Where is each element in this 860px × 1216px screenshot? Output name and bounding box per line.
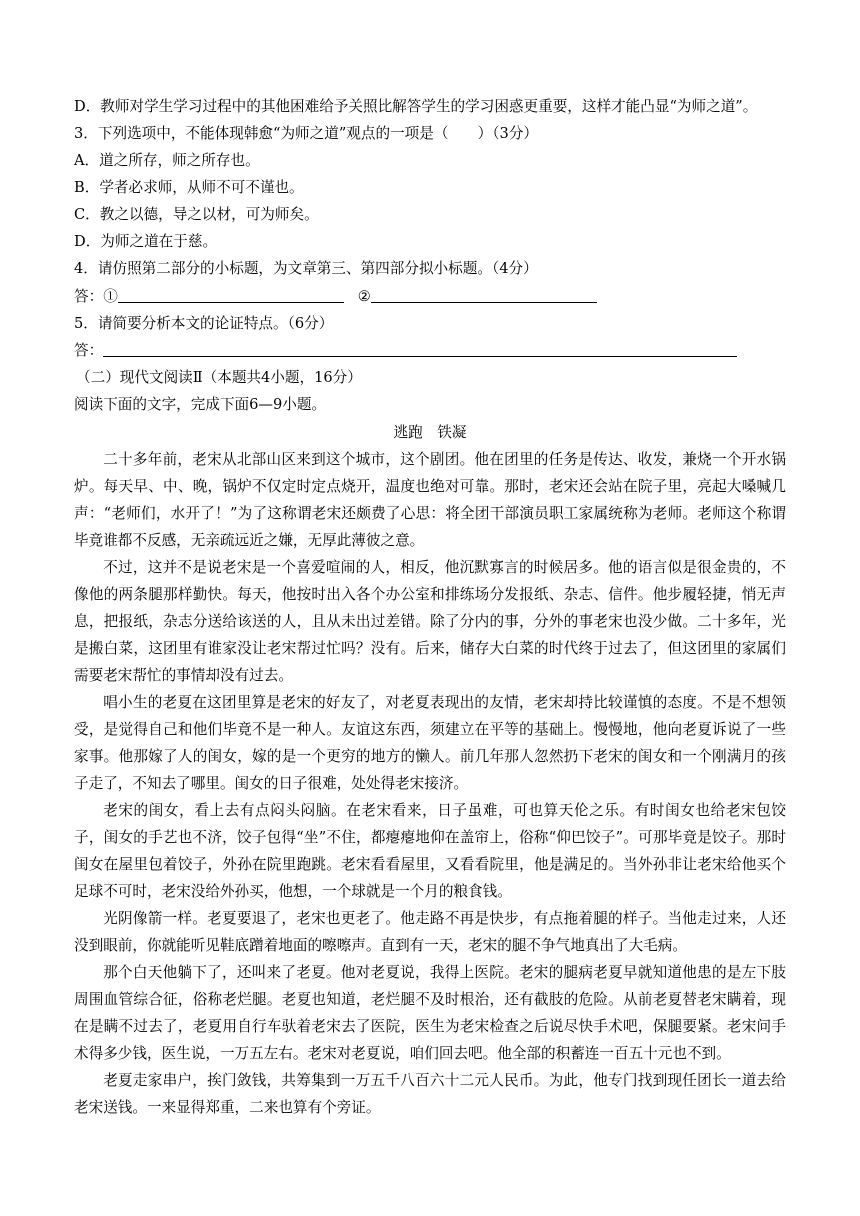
paragraph-1: 二十多年前，老宋从北部山区来到这个城市，这个剧团。他在团里的任务是传达、收发，兼烧一个开水锅炉。每天早、中、晚，锅炉不仅定时定点烧开，温度也绝对可靠。那时，老宋还会站在院子里，亮起大嗓喊几声：“老师们，水开了！”为了这称谓老宋还颇费了心思：将全团干部演员职工家属统称为老师。老师这个称谓毕竟谁都不反感，无亲疏远近之嫌，无厚此薄彼之意。 — [74, 451, 786, 549]
paragraph-4: 老宋的闺女，看上去有点闷头闷脑。在老宋看来，日子虽难，可也算天伦之乐。有时闺女也给老宋包饺子，闺女的手艺也不济，饺子包得“坐”不住，都瘪瘪地仰在盖帘上，俗称“仰巴饺子”。可那毕竟是饺子。那时闺女在屋里包着饺子，外孙在院里跑跳。老宋看看屋里，又看看院里，他是满足的。当外孙非让老宋给他买个足球不可时，老宋没给外孙买，他想，一个球就是一个月的粮食钱。 — [74, 802, 786, 900]
q3-option-b: B．学者必求师，从师不可不谨也。 — [74, 179, 304, 196]
paragraph-6: 那个白天他躺下了，还叫来了老夏。他对老夏说，我得上医院。老宋的腿病老夏早就知道他患的是左下肢周围血管综合征，俗称老烂腿。老夏也知道，老烂腿不及时根治，还有截肢的危险。从前老夏替老宋瞒着，现在是瞒不过去了，老夏用自行车驮着老宋去了医院，医生为老宋检查之后说尽快手术吧，保腿要紧。老宋问手术得多少钱，医生说，一万五左右。老宋对老夏说，咱们回去吧。他全部的积蓄连一百五十元也不到。 — [74, 964, 786, 1062]
q5-stem: 5．请简要分析本文的论证特点。（6分） — [74, 315, 334, 332]
q2-option-d: D．教师对学生学习过程中的其他困难给予关照比解答学生的学习困惑更重要，这样才能凸显“为师之道”。 — [74, 98, 758, 115]
q5-answer-blank[interactable] — [103, 342, 737, 357]
passage-title: 逃跑 铁凝 — [393, 424, 467, 441]
q4-answer-prefix: 答：① — [74, 288, 118, 305]
q5-answer-line — [74, 341, 737, 361]
q4-second-mark: ② — [357, 288, 371, 305]
q3-option-d: D．为师之道在于慈。 — [74, 233, 218, 250]
q3-option-c: C．教之以德，导之以材，可为师矣。 — [74, 206, 319, 223]
q5-answer-prefix: 答： — [74, 342, 104, 359]
section-instruction: 阅读下面的文字，完成下面6—9小题。 — [74, 396, 327, 413]
paragraph-2: 不过，这并不是说老宋是一个喜爱喧闹的人，相反，他沉默寡言的时候居多。他的语言似是很金贵的，不像他的两条腿那样勤快。每天，他按时出入各个办公室和排练场分发报纸、杂志、信件。他步履轻捷，悄无声息，把报纸，杂志分送给该送的人，且从未出过差错。除了分内的事，分外的事老宋也没少做。二十多年，光是搬白菜，这团里有谁家没让老宋帮过忙吗？没有。后来，储存大白菜的时代终于过去了，但这团里的家属们需要老宋帮忙的事情却没有过去。 — [74, 559, 786, 684]
q4-answer-line — [74, 287, 597, 307]
section-heading: （二）现代文阅读Ⅱ（本题共4小题，16分） — [76, 369, 362, 386]
paragraph-7: 老夏走家串户，挨门敛钱，共筹集到一万五千八百六十二元人民币。为此，他专门找到现任团长一道去给老宋送钱。一来显得郑重，二来也算有个旁证。 — [74, 1072, 786, 1116]
q4-answer-blank-1[interactable] — [118, 288, 344, 303]
paragraph-5: 光阴像箭一样。老夏要退了，老宋也更老了。他走路不再是快步，有点拖着腿的样子。当他走过来，人还没到眼前，你就能听见鞋底蹭着地面的嚓嚓声。直到有一天，老宋的腿不争气地真出了大毛病。 — [74, 910, 786, 954]
q4-answer-blank-2[interactable] — [371, 288, 597, 303]
paragraph-3: 唱小生的老夏在这团里算是老宋的好友了，对老夏表现出的友情，老宋却持比较谨慎的态度。不是不想领受，是觉得自己和他们毕竟不是一种人。友谊这东西，须建立在平等的基础上。慢慢地，他向老夏诉说了一些家事。他那嫁了人的闺女，嫁的是一个更穷的地方的懒人。前几年那人忽然扔下老宋的闺女和一个刚满月的孩子走了，不知去了哪里。闺女的日子很难，处处得老宋接济。 — [74, 694, 786, 792]
q3-stem: 3．下列选项中，不能体现韩愈“为师之道”观点的一项是（ ）（3分） — [74, 125, 539, 142]
q4-stem: 4．请仿照第二部分的小标题，为文章第三、第四部分拟小标题。（4分） — [74, 260, 538, 277]
q3-option-a: A．道之所存，师之所存也。 — [74, 152, 260, 169]
